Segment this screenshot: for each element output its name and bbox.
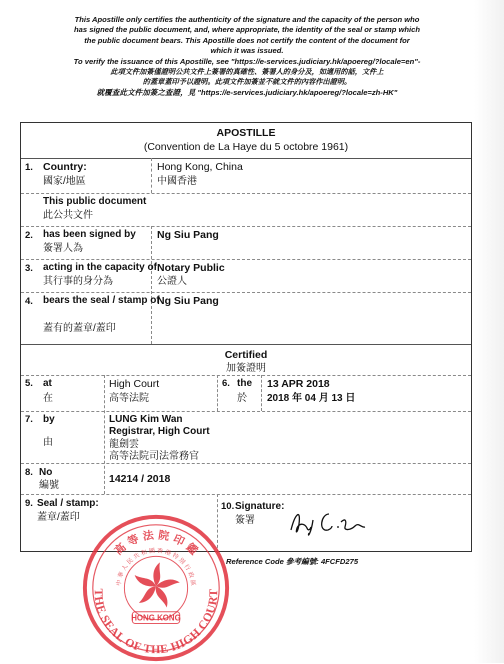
public-document-label: This public document bbox=[43, 196, 147, 207]
seal-of-label: bears the seal / stamp of bbox=[43, 295, 160, 306]
certified-heading-zh: 加簽證明 bbox=[226, 363, 266, 374]
date-label: the bbox=[237, 378, 252, 389]
capacity-label-zh: 其行事的身分為 bbox=[43, 276, 113, 287]
by-label-zh: 由 bbox=[43, 437, 53, 448]
handwritten-signature bbox=[285, 500, 370, 540]
field-number: 9. bbox=[25, 498, 33, 509]
registrar-title-zh: 高等法院司法常務官 bbox=[109, 451, 199, 462]
registrar-name: LUNG Kim Wan bbox=[109, 414, 183, 425]
public-document-label-zh: 此公共文件 bbox=[43, 210, 93, 221]
seal-of-label-zh: 蓋有的蓋章/蓋印 bbox=[43, 323, 116, 334]
registrar-name-zh: 龍劍雲 bbox=[109, 439, 139, 450]
rule bbox=[21, 193, 471, 194]
rule bbox=[21, 259, 471, 260]
disclaimer-line: which it was issued. bbox=[210, 46, 284, 56]
apostille-number: 14214 / 2018 bbox=[109, 473, 171, 485]
seal-center-text: HONG KONG bbox=[131, 613, 181, 623]
disclaimer-line-zh: 此項文件加簽僅證明公共文件上簽署的真確性、簽署人的身分及，如適用的話，文件上 bbox=[110, 67, 384, 77]
rule bbox=[21, 411, 471, 412]
seal-of-value: Ng Siu Pang bbox=[157, 295, 219, 307]
at-label: at bbox=[43, 378, 52, 389]
at-value-zh: 高等法院 bbox=[109, 393, 149, 404]
rule bbox=[21, 292, 471, 293]
disclaimer-line: has signed the public document, and, where appropriate, the identity of the seal or stamp which bbox=[74, 25, 420, 35]
number-label-zh: 編號 bbox=[39, 480, 59, 491]
field-number: 2. bbox=[25, 230, 33, 241]
rule bbox=[21, 375, 471, 376]
reference-code: Reference Code 參考編號: 4FCFD275 bbox=[226, 557, 359, 566]
column-rule bbox=[151, 158, 152, 193]
field-number: 5. bbox=[25, 378, 33, 389]
column-rule bbox=[104, 375, 105, 494]
by-label: by bbox=[43, 414, 55, 425]
signed-by-label: has been signed by bbox=[43, 229, 136, 240]
disclaimer-line-zh: 的蓋章蓋印予以證明。此項文件加簽並不就文件的內容作出證明。 bbox=[142, 77, 352, 87]
field-number: 6. bbox=[222, 378, 230, 389]
signed-by-label-zh: 簽署人為 bbox=[43, 243, 83, 254]
country-label-zh: 國家/地區 bbox=[43, 176, 86, 187]
country-value: Hong Kong, China bbox=[157, 161, 243, 173]
signed-by-value: Ng Siu Pang bbox=[157, 229, 219, 241]
registrar-title: Registrar, High Court bbox=[109, 426, 210, 437]
page-edge-shadow bbox=[474, 0, 504, 663]
seal-stamp-label-zh: 蓋章/蓋印 bbox=[37, 512, 80, 523]
disclaimer-line: This Apostille only certifies the authenticity of the signature and the capacity of the person who bbox=[74, 15, 420, 24]
disclaimer-line: the public document bears. This Apostille does not certify the content of the document for bbox=[84, 35, 410, 45]
country-label: Country: bbox=[43, 161, 87, 173]
seal-inner-text: 中 華 人 民 共 和 國 香 港 特 別 行 政 區 bbox=[116, 548, 196, 587]
capacity-label: acting in the capacity of bbox=[43, 262, 157, 273]
column-rule bbox=[151, 226, 152, 344]
seal-stamp-label: Seal / stamp: bbox=[37, 498, 99, 509]
date-value: 13 APR 2018 bbox=[267, 378, 330, 390]
signature-label-zh: 簽署 bbox=[235, 515, 255, 526]
rule bbox=[21, 463, 471, 464]
seal-top-text: 高 等 法 院 印 鑑 bbox=[111, 528, 201, 558]
capacity-value-zh: 公證人 bbox=[157, 276, 187, 287]
signature-label: Signature: bbox=[235, 501, 285, 512]
at-label-zh: 在 bbox=[43, 393, 53, 404]
disclaimer-header bbox=[22, 15, 472, 98]
date-value-zh: 2018 年 04 月 13 日 bbox=[267, 393, 356, 404]
field-number: 4. bbox=[25, 296, 33, 307]
high-court-seal bbox=[77, 512, 235, 664]
rule bbox=[21, 344, 471, 345]
bauhinia-flower-icon bbox=[133, 562, 180, 607]
verify-line-en: To verify the issuance of this Apostille, see "https://e-services.judiciary.hk/apoereg/?locale=en"- bbox=[73, 56, 421, 66]
field-number: 8. bbox=[25, 467, 33, 478]
number-label: No bbox=[39, 467, 53, 478]
field-number: 10. bbox=[221, 501, 235, 512]
capacity-value: Notary Public bbox=[157, 262, 225, 274]
date-label-zh: 於 bbox=[237, 393, 247, 404]
country-value-zh: 中國香港 bbox=[157, 176, 197, 187]
seal-bottom-text: THE SEAL OF THE HIGH COURT bbox=[91, 588, 221, 657]
rule bbox=[21, 226, 471, 227]
field-number: 1. bbox=[25, 162, 33, 173]
field-number: 3. bbox=[25, 263, 33, 274]
rule bbox=[21, 494, 471, 495]
certified-heading: Certified bbox=[224, 349, 268, 361]
column-rule bbox=[217, 375, 218, 411]
apostille-title: APOSTILLE bbox=[216, 127, 276, 139]
apostille-form bbox=[20, 122, 472, 552]
at-value: High Court bbox=[109, 378, 160, 390]
field-number: 7. bbox=[25, 414, 33, 425]
verify-line-zh: 就覆查此文件加簽之查證，見 "https://e-services.judiciary.hk/apoereg/?locale=zh-HK" bbox=[96, 87, 398, 97]
column-rule bbox=[261, 375, 262, 411]
rule bbox=[21, 158, 471, 159]
convention-subtitle: (Convention de La Haye du 5 octobre 1961) bbox=[143, 141, 349, 153]
